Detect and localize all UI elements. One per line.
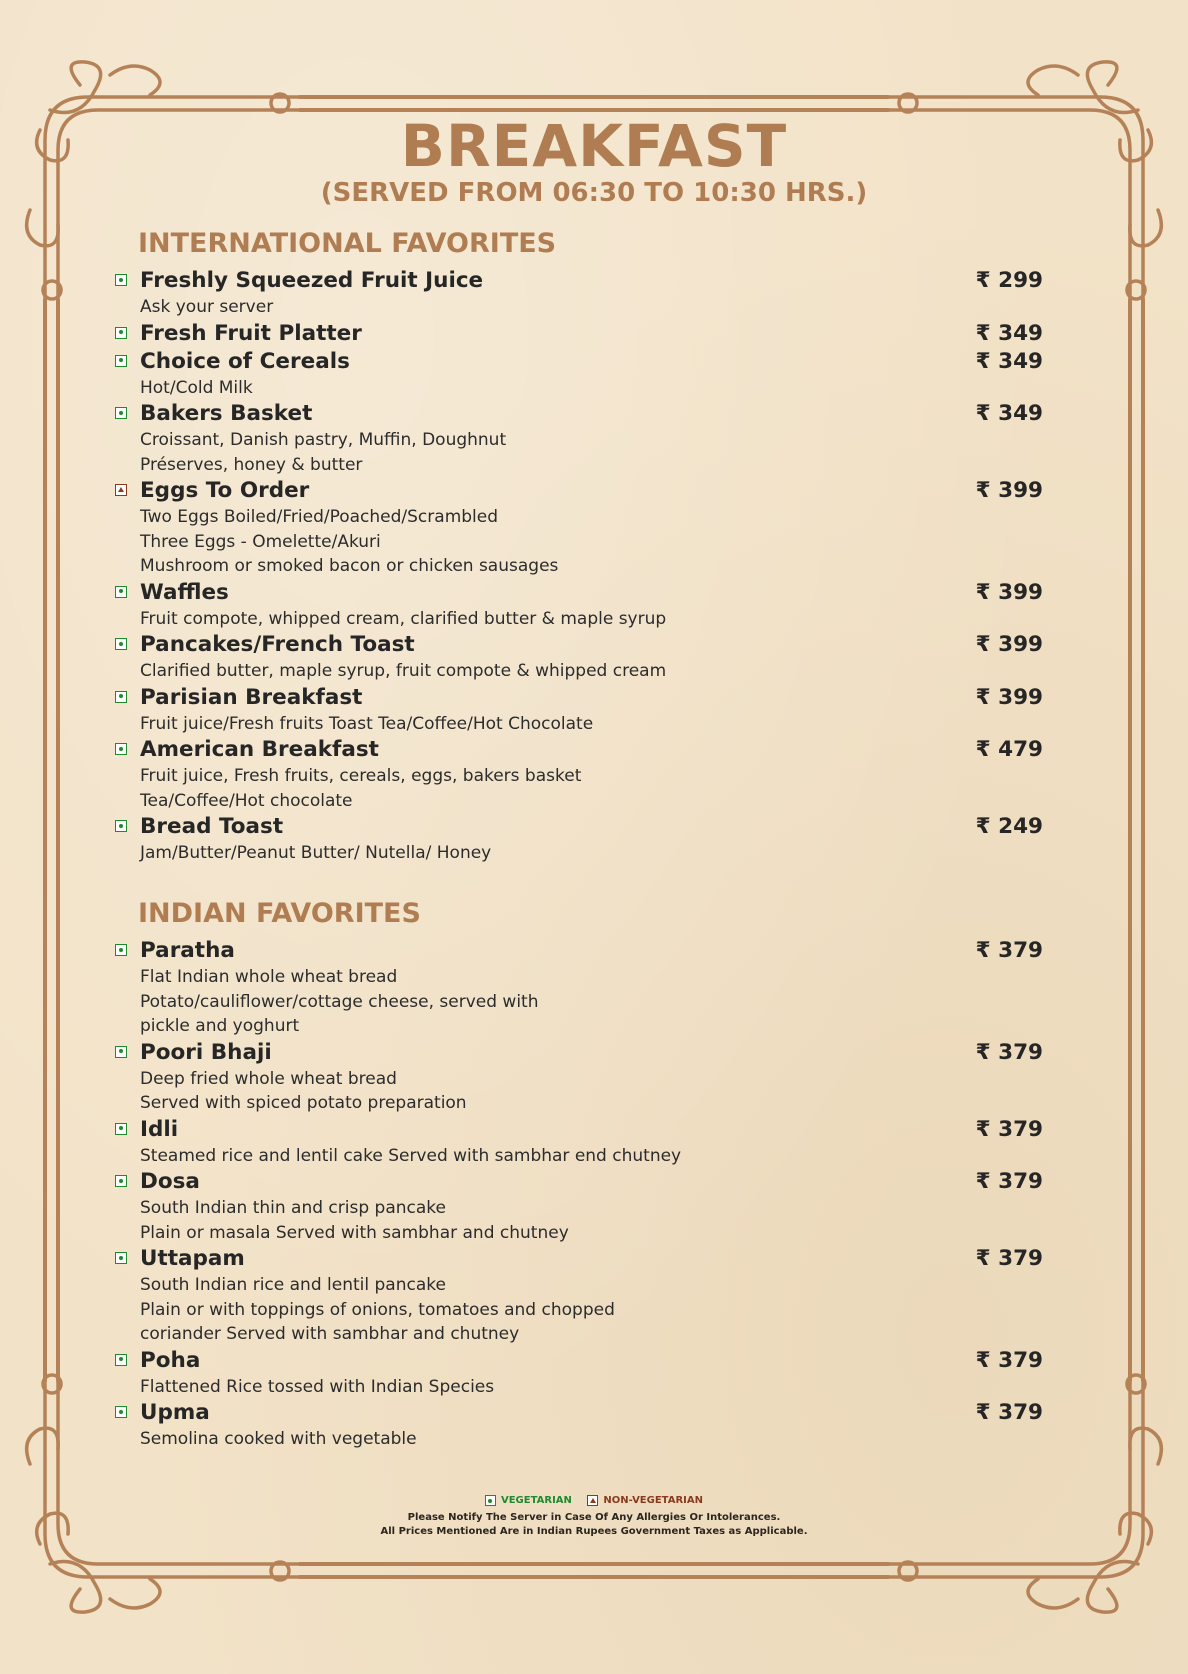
veg-icon — [115, 691, 127, 703]
menu-item-name: Bakers Basket — [140, 401, 313, 426]
menu-item-name: Paratha — [140, 938, 235, 963]
menu-item-description: Served with spiced potato preparation — [140, 1093, 467, 1113]
menu-item-price: ₹ 349 — [975, 320, 1043, 346]
veg-icon — [115, 1046, 127, 1058]
section-title: INTERNATIONAL FAVORITES — [138, 228, 557, 259]
menu-item — [113, 400, 1043, 477]
menu-item-header — [113, 1168, 1043, 1196]
veg-icon — [115, 355, 127, 367]
menu-item-header — [113, 1245, 1043, 1273]
menu-item-price: ₹ 379 — [975, 938, 1043, 963]
menu-item-price: ₹ 399 — [975, 478, 1043, 503]
serving-hours: (SERVED FROM 06:30 TO 10:30 HRS.) — [320, 178, 868, 208]
menu-item-price: ₹ 379 — [975, 1116, 1043, 1142]
menu-item-header — [113, 1039, 1043, 1067]
menu-item-description: South Indian rice and lentil pancake — [140, 1275, 446, 1295]
menu-item — [113, 579, 1043, 632]
menu-item-header — [113, 937, 1043, 965]
menu-item-price: ₹ 379 — [975, 1347, 1043, 1373]
menu-item-description: Steamed rice and lentil cake Served with sambhar end chutney — [140, 1145, 682, 1166]
menu-item-price: ₹ 479 — [975, 737, 1043, 762]
menu-item-price: ₹ 399 — [975, 684, 1043, 710]
menu-item-description: Plain or masala Served with sambhar and chutney — [140, 1222, 569, 1243]
menu-item — [113, 631, 1043, 684]
menu-item-header — [113, 348, 1043, 376]
menu-item-price: ₹ 349 — [975, 401, 1043, 426]
veg-icon — [115, 407, 127, 419]
menu-item-description: Deep fried whole wheat bread — [140, 1068, 397, 1089]
menu-item — [113, 1168, 1043, 1245]
menu-item-name: Choice of Cereals — [140, 348, 350, 374]
menu-item — [113, 477, 1043, 579]
menu-item-description: Two Eggs Boiled/Fried/Poached/Scrambled — [140, 507, 499, 527]
menu-item — [113, 736, 1043, 813]
menu-item-description: Ask your server — [140, 297, 274, 317]
veg-icon — [115, 1354, 127, 1366]
menu-item-description: coriander Served with sambhar and chutney — [140, 1324, 520, 1344]
menu-item-header — [113, 267, 1043, 295]
menu-item — [113, 1399, 1043, 1452]
menu-item-description: Hot/Cold Milk — [140, 377, 253, 398]
veg-icon — [115, 1406, 127, 1418]
menu-item-name: Poha — [140, 1347, 201, 1373]
menu-item-header — [113, 477, 1043, 505]
veg-icon — [485, 1495, 496, 1506]
menu-item-name: Fresh Fruit Platter — [140, 320, 362, 346]
menu-item-header — [113, 813, 1043, 841]
menu-item-header — [113, 1116, 1043, 1144]
legend-nonveg-label: NON-VEGETARIAN — [603, 1495, 703, 1506]
menu-item-price: ₹ 379 — [975, 1246, 1043, 1271]
menu-item-name: Idli — [140, 1116, 179, 1142]
menu-item-description: Fruit juice/Fresh fruits Toast Tea/Coffee/Hot Chocolate — [140, 713, 594, 734]
menu-item-header — [113, 400, 1043, 428]
menu-item-description: Flattened Rice tossed with Indian Species — [140, 1376, 495, 1397]
non-veg-icon — [587, 1495, 598, 1506]
menu-item-name: Freshly Squeezed Fruit Juice — [140, 268, 484, 293]
menu-item-description: Plain or with toppings of onions, tomatoes and chopped — [140, 1299, 615, 1320]
menu-item-price: ₹ 379 — [975, 1039, 1043, 1065]
menu-item-header — [113, 684, 1043, 712]
menu-item-name: Poori Bhaji — [140, 1039, 272, 1065]
menu-item — [113, 937, 1043, 1039]
veg-icon — [115, 1252, 127, 1264]
menu-item-price: ₹ 379 — [975, 1169, 1043, 1194]
page-title: BREAKFAST — [400, 112, 788, 180]
menu-item-description: pickle and yoghurt — [140, 1016, 300, 1036]
section-title: INDIAN FAVORITES — [138, 898, 421, 929]
diet-legend — [0, 1495, 1188, 1506]
veg-icon — [115, 586, 127, 598]
menu-item-price: ₹ 249 — [975, 814, 1043, 839]
veg-icon — [115, 820, 127, 832]
menu-item-description: Fruit compote, whipped cream, clarified butter & maple syrup — [140, 608, 667, 629]
menu-item-name: Parisian Breakfast — [140, 684, 363, 710]
non-veg-icon — [115, 484, 127, 496]
veg-icon — [115, 1175, 127, 1187]
menu-item — [113, 1039, 1043, 1116]
menu-item-price: ₹ 379 — [975, 1400, 1043, 1425]
legend-veg-label: VEGETARIAN — [500, 1495, 572, 1506]
menu-item — [113, 684, 1043, 737]
legend-vegetarian — [485, 1495, 572, 1506]
menu-item-header — [113, 631, 1043, 659]
menu-item — [113, 267, 1043, 320]
veg-icon — [115, 1123, 127, 1135]
menu-item-price: ₹ 399 — [975, 579, 1043, 605]
veg-icon — [115, 327, 127, 339]
menu-item-header — [113, 1399, 1043, 1427]
menu-item — [113, 320, 1043, 348]
menu-item-name: Eggs To Order — [140, 478, 310, 503]
menu-item-price: ₹ 349 — [975, 348, 1043, 374]
menu-item-description: Croissant, Danish pastry, Muffin, Doughnut — [140, 430, 507, 450]
menu-item — [113, 1347, 1043, 1400]
menu-item-header — [113, 736, 1043, 764]
menu-item-header — [113, 1347, 1043, 1375]
menu-item-description: Clarified butter, maple syrup, fruit compote & whipped cream — [140, 661, 667, 681]
menu-item-description: Three Eggs - Omelette/Akuri — [140, 531, 381, 552]
veg-icon — [115, 638, 127, 650]
menu-item-header — [113, 579, 1043, 607]
menu-item-name: Pancakes/French Toast — [140, 632, 415, 657]
veg-icon — [115, 944, 127, 956]
menu-item-name: Dosa — [140, 1169, 200, 1194]
menu-item-header — [113, 320, 1043, 348]
menu-item-name: Bread Toast — [140, 814, 284, 839]
menu-item-description: Mushroom or smoked bacon or chicken sausages — [140, 556, 559, 576]
price-notice: All Prices Mentioned Are in Indian Rupees Government Taxes as Applicable. — [380, 1526, 808, 1537]
menu-item — [113, 348, 1043, 401]
menu-item-name: American Breakfast — [140, 737, 379, 762]
menu-item-description: Fruit juice, Fresh fruits, cereals, eggs, bakers basket — [140, 766, 582, 786]
menu-item-description: Potato/cauliflower/cottage cheese, served with — [140, 991, 539, 1012]
menu-item-description: Flat Indian whole wheat bread — [140, 967, 398, 987]
menu-item — [113, 1116, 1043, 1169]
veg-icon — [115, 274, 127, 286]
menu-item-name: Waffles — [140, 579, 229, 605]
allergy-notice: Please Notify The Server in Case Of Any Allergies Or Intolerances. — [407, 1512, 781, 1523]
legend-non-vegetarian — [587, 1495, 703, 1506]
menu-item-price: ₹ 399 — [975, 632, 1043, 657]
menu-item — [113, 1245, 1043, 1347]
menu-item-description: Jam/Butter/Peanut Butter/ Nutella/ Honey — [140, 843, 492, 863]
menu-item-description: Préserves, honey & butter — [140, 454, 363, 475]
menu-item-name: Upma — [140, 1400, 210, 1425]
menu-item-description: Semolina cooked with vegetable — [140, 1429, 417, 1449]
veg-icon — [115, 743, 127, 755]
menu-item-price: ₹ 299 — [975, 268, 1043, 293]
menu-item-name: Uttapam — [140, 1246, 245, 1271]
menu-item-description: Tea/Coffee/Hot chocolate — [140, 790, 353, 811]
menu-item-description: South Indian thin and crisp pancake — [140, 1198, 446, 1218]
menu-item — [113, 813, 1043, 866]
